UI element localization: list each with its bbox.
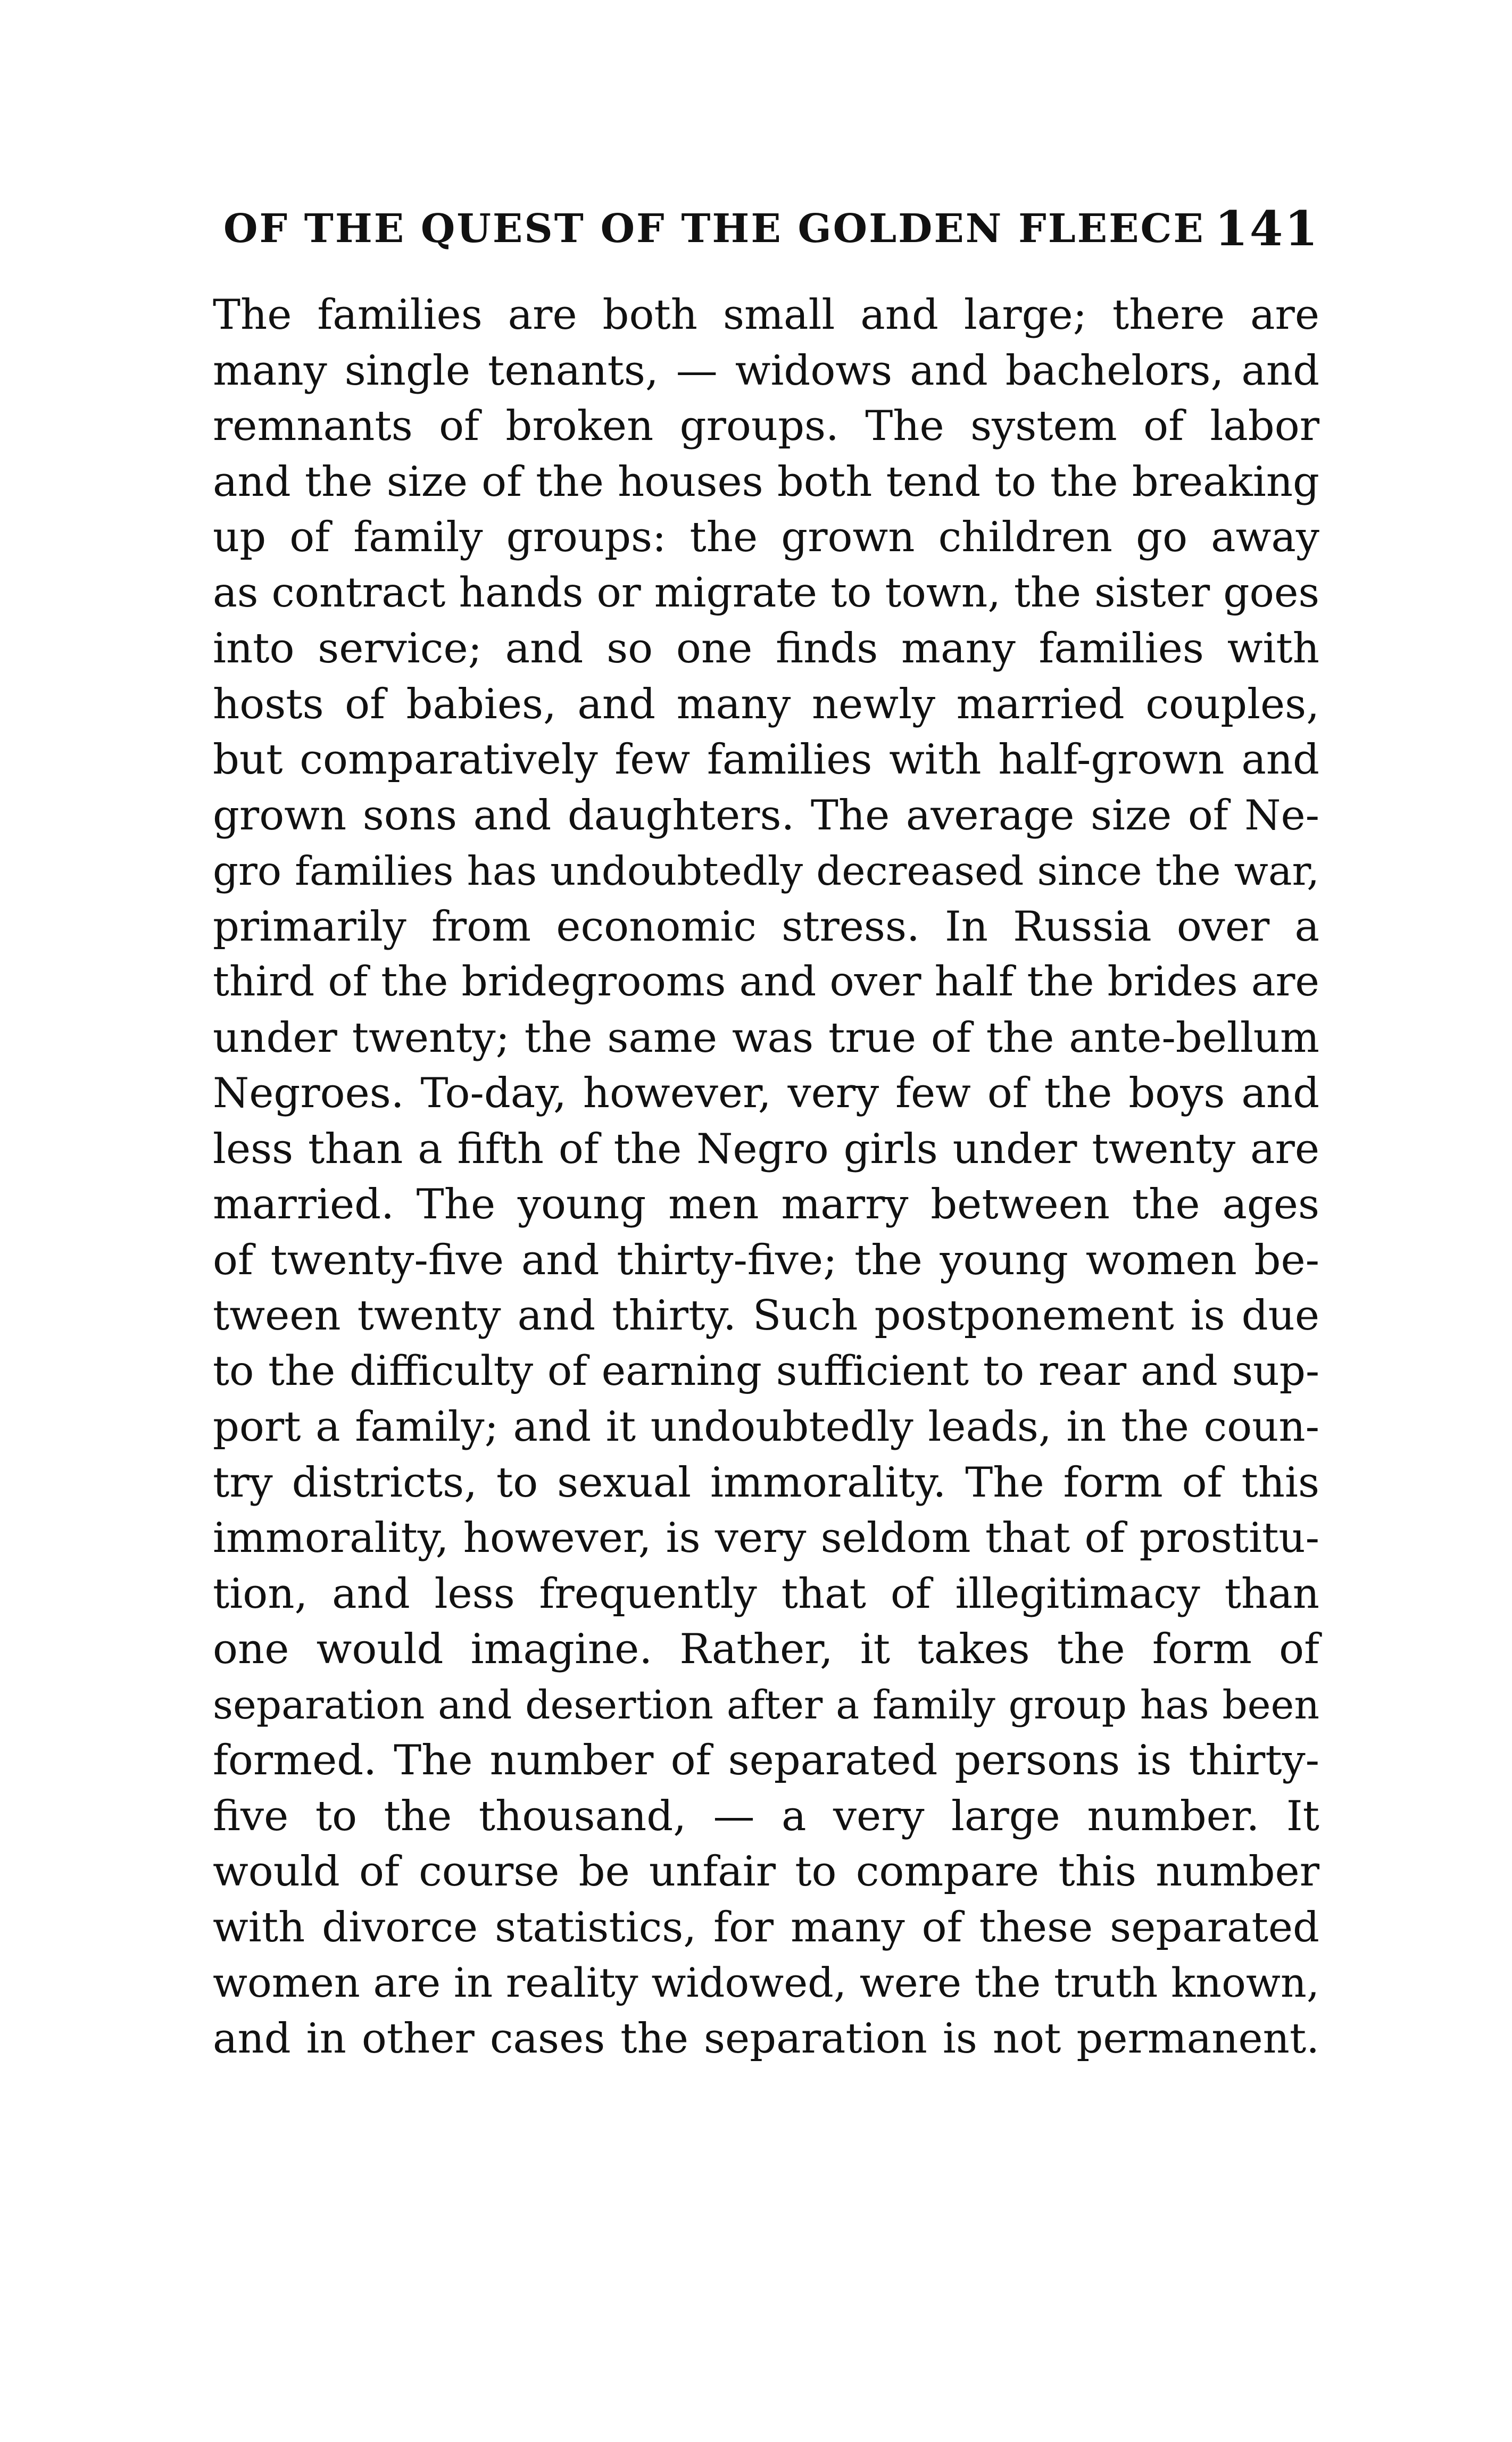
text-line: would of course be unfair to compare this number bbox=[213, 1848, 1319, 1896]
text-line: grown sons and daughters. The average size of Ne- bbox=[213, 791, 1319, 840]
text-line: immorality, however, is very seldom that of prostitu- bbox=[213, 1514, 1319, 1562]
text-line: tween twenty and thirty. Such postponement is due bbox=[213, 1292, 1319, 1340]
text-line: and the size of the houses both tend to the breaking bbox=[213, 458, 1319, 506]
text-line: many single tenants, — widows and bachelors, and bbox=[213, 346, 1319, 395]
running-header bbox=[223, 197, 1319, 261]
text-line: married. The young men marry between the ages bbox=[213, 1181, 1319, 1228]
text-line: one would imagine. Rather, it takes the form of bbox=[213, 1625, 1319, 1673]
text-line: but comparatively few families with half-grown and bbox=[213, 736, 1319, 784]
text-line: less than a fifth of the Negro girls under twenty are bbox=[213, 1125, 1319, 1173]
text-line: five to the thousand, — a very large number. It bbox=[213, 1792, 1319, 1840]
text-line: to the difficulty of earning sufficient to rear and sup- bbox=[213, 1347, 1319, 1395]
text-line: tion, and less frequently that of illegitimacy than bbox=[213, 1569, 1319, 1618]
text-line: remnants of broken groups. The system of labor bbox=[213, 402, 1319, 450]
text-line: port a family; and it undoubtedly leads, in the coun- bbox=[213, 1403, 1319, 1451]
text-line: primarily from economic stress. In Russia over a bbox=[213, 902, 1319, 951]
text-line: try districts, to sexual immorality. The form of this bbox=[213, 1458, 1319, 1507]
text-line: formed. The number of separated persons is thirty- bbox=[213, 1737, 1319, 1784]
text-line: and in other cases the separation is not permanent. bbox=[213, 2014, 1319, 2063]
text-line: separation and desertion after a family group has been bbox=[213, 1682, 1319, 1728]
text-line: under twenty; the same was true of the ante-bellum bbox=[213, 1014, 1319, 1062]
text-line: up of family groups: the grown children go away bbox=[213, 513, 1319, 561]
text-line: with divorce statistics, for many of these separated bbox=[213, 1903, 1319, 1951]
text-line: into service; and so one finds many families with bbox=[213, 625, 1319, 672]
text-line: Negroes. To-day, however, very few of the boys and bbox=[213, 1069, 1319, 1117]
text-line: The families are both small and large; there are bbox=[213, 291, 1319, 339]
text-line: as contract hands or migrate to town, the sister goes bbox=[213, 569, 1319, 617]
text-line: of twenty-five and thirty-five; the young women be- bbox=[213, 1236, 1319, 1284]
body-paragraph bbox=[213, 287, 1319, 2066]
text-line: women are in reality widowed, were the truth known, bbox=[213, 1959, 1319, 2006]
page-number: 141 bbox=[1215, 201, 1319, 257]
text-line: gro families has undoubtedly decreased since the war, bbox=[213, 848, 1319, 894]
text-line: hosts of babies, and many newly married couples, bbox=[213, 680, 1319, 728]
text-line: third of the bridegrooms and over half the brides are bbox=[213, 958, 1319, 1006]
running-title: OF THE QUEST OF THE GOLDEN FLEECE bbox=[223, 206, 1205, 252]
